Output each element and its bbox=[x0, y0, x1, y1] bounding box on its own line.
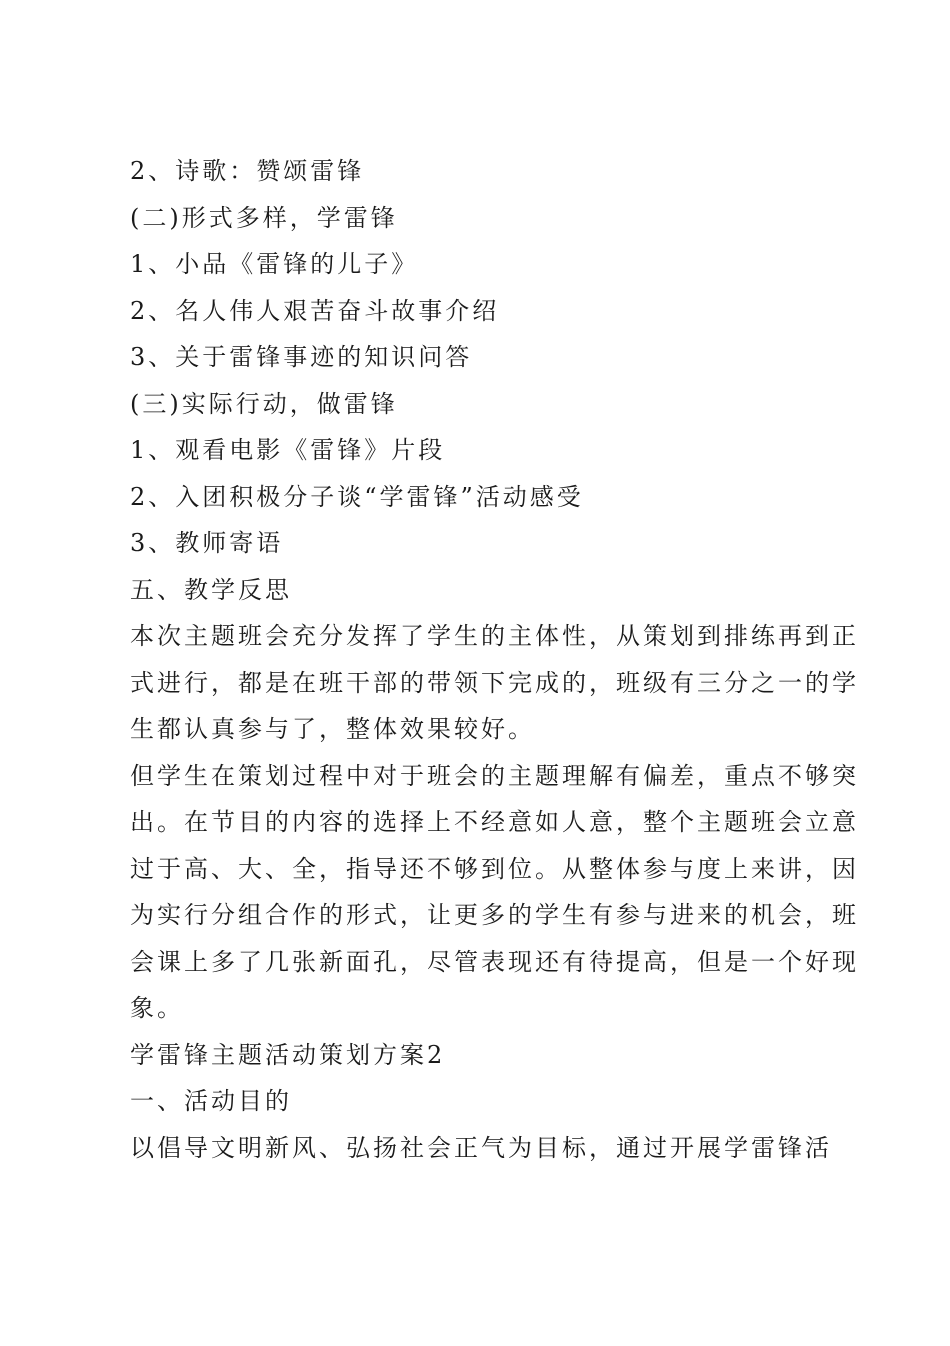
text-line-poem: 2、诗歌：赞颂雷锋 bbox=[130, 157, 365, 185]
paragraph-line: 式进行，都是在班干部的带领下完成的，班级有三分之一的学 bbox=[130, 668, 859, 697]
paragraph-line: 过于高、大、全，指导还不够到位。从整体参与度上来讲，因 bbox=[130, 854, 859, 883]
text-line-movie: 1、观看电影《雷锋》片段 bbox=[130, 436, 446, 464]
paragraph-line: 象。 bbox=[130, 994, 184, 1022]
text-line-quiz: 3、关于雷锋事迹的知识问答 bbox=[130, 343, 473, 371]
reflection-paragraph-2 bbox=[130, 753, 859, 1032]
section-heading-reflection: 五、教学反思 bbox=[130, 575, 292, 604]
text-line-sharing: 2、入团积极分子谈“学雷锋”活动感受 bbox=[130, 482, 584, 511]
text-line-stories: 2、名人伟人艰苦奋斗故事介绍 bbox=[130, 296, 500, 325]
paragraph-line: 出。在节目的内容的选择上不经意如人意，整个主题班会立意 bbox=[130, 808, 859, 836]
paragraph-line: 为实行分组合作的形式，让更多的学生有参与进来的机会，班 bbox=[130, 901, 859, 929]
text-line-teacher: 3、教师寄语 bbox=[130, 529, 284, 557]
paragraph-line: 生都认真参与了，整体效果较好。 bbox=[130, 715, 535, 743]
section-heading-purpose: 一、活动目的 bbox=[130, 1087, 292, 1115]
paragraph-line: 本次主题班会充分发挥了学生的主体性，从策划到排练再到正 bbox=[130, 622, 859, 650]
purpose-text: 以倡导文明新风、弘扬社会正气为目标，通过开展学雷锋活 bbox=[130, 1133, 832, 1162]
section-heading-2: (二)形式多样，学雷锋 bbox=[130, 203, 398, 232]
paragraph-line: 会课上多了几张新面孔，尽管表现还有待提高，但是一个好现 bbox=[130, 947, 859, 976]
section-heading-3: (三)实际行动，做雷锋 bbox=[130, 389, 398, 418]
document-title-2: 学雷锋主题活动策划方案2 bbox=[130, 1040, 446, 1069]
reflection-paragraph-1 bbox=[130, 613, 859, 753]
paragraph-line: 但学生在策划过程中对于班会的主题理解有偏差，重点不够突 bbox=[130, 761, 859, 790]
text-line-skit: 1、小品《雷锋的儿子》 bbox=[130, 250, 419, 278]
document-page bbox=[130, 148, 859, 1171]
